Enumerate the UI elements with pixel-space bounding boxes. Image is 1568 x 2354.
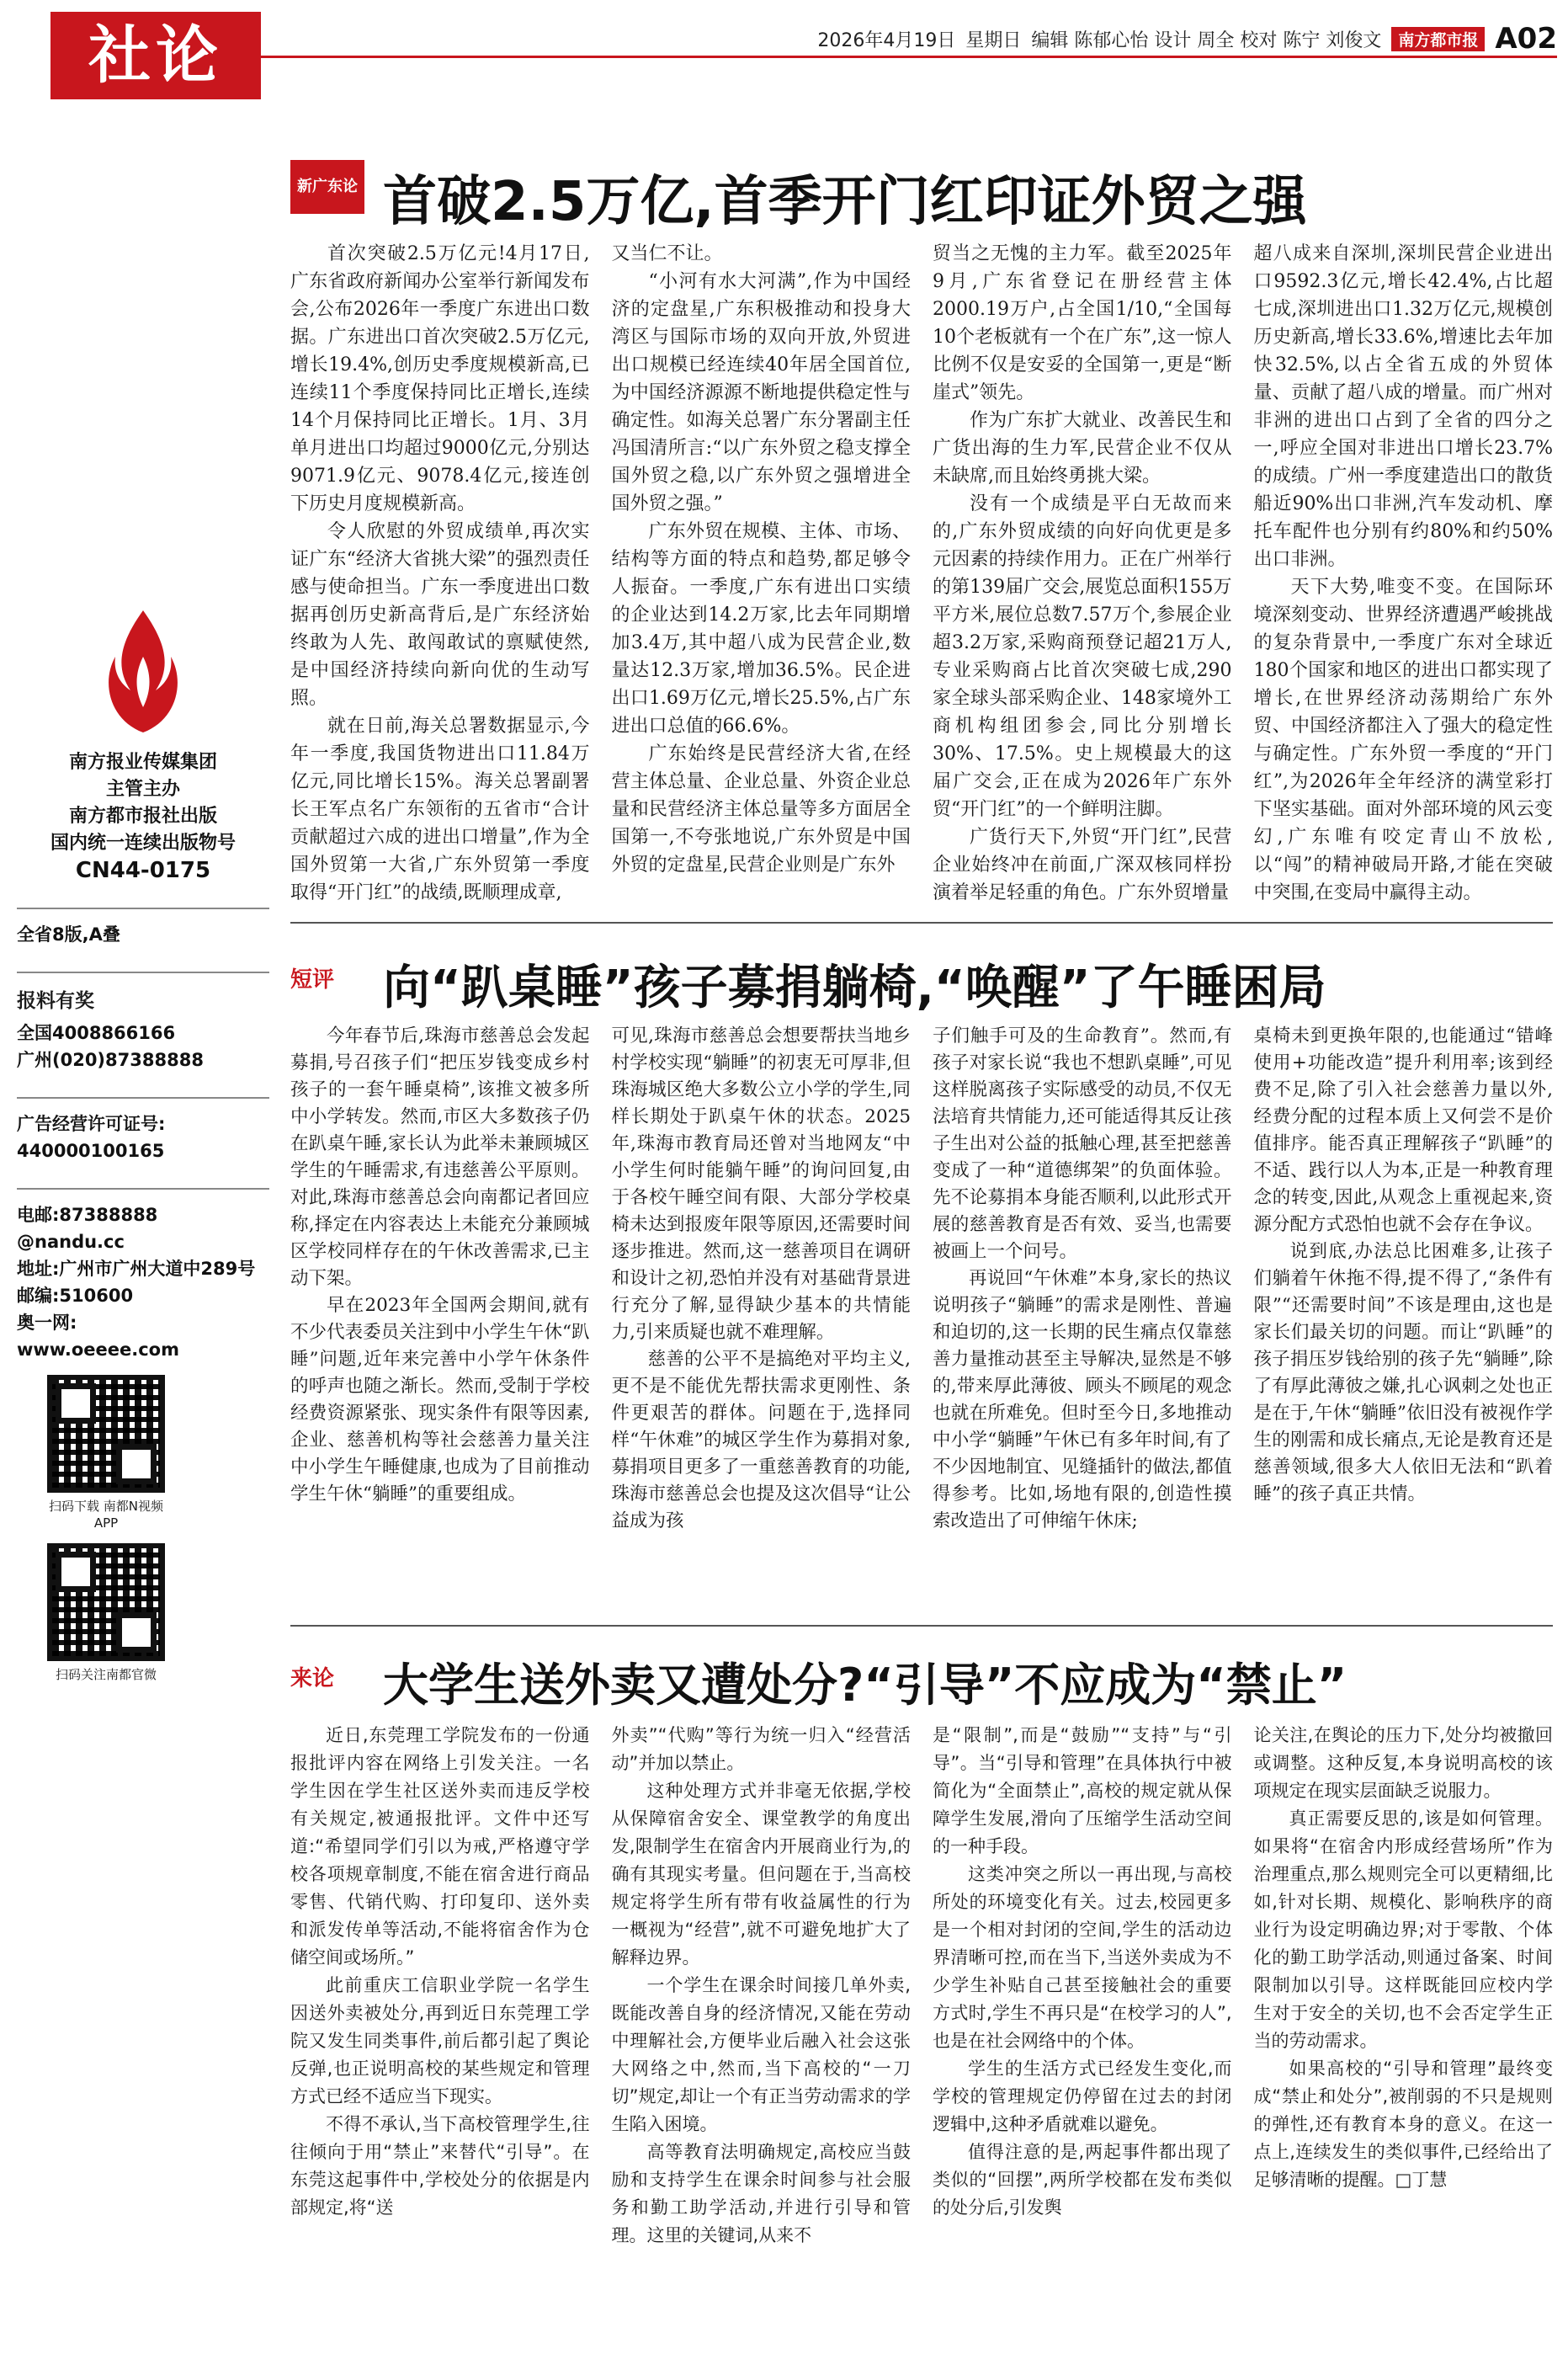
article-column — [612, 1722, 912, 2345]
article-paragraph: 又当仁不让。 — [611, 243, 723, 264]
article-column — [933, 1722, 1232, 2345]
qr-wechat-caption: 扫码关注南都官微 — [55, 1667, 157, 1682]
ad-license-label: 广告经营许可证号: — [17, 1114, 166, 1134]
edition-info: 全省8版,A叠 — [17, 924, 120, 945]
article-column — [1254, 240, 1554, 905]
contact-email: @nandu.cc — [17, 1232, 125, 1252]
flame-logo-icon — [97, 606, 189, 741]
article-column — [933, 240, 1232, 905]
newspaper-logo: 南方都市报 — [1391, 27, 1485, 51]
article-paragraph: “小河有水大河满”,作为中国经济的定盘星,广东积极推动和投身大湾区与国际市场的双向开放,外贸进出口规模已经连续40年居全国首位,为中国经济源源不断地提供稳定性与确定性。如海关总署广东分署副主任冯国清所言:“以广东外贸之稳支撑全国外贸之稳,以广东外贸之强增进全国外贸之强。” — [611, 271, 911, 514]
article-paragraph: 外卖”“代购”等行为统一归入“经营活动”并加以禁止。 — [611, 1725, 911, 1773]
sidebar — [17, 606, 269, 1683]
article-column — [290, 1023, 590, 1633]
qr-code-wechat — [47, 1543, 165, 1661]
publisher-name: 南方都市报社出版 — [68, 806, 217, 827]
article-badge: 新广东论见 — [290, 160, 364, 214]
contact-address: 地址:广州市广州大道中289号 — [17, 1259, 256, 1279]
report-national-phone: 全国4008866166 — [17, 1023, 176, 1043]
editorial-credits: 编辑 陈郁心怡 设计 周全 校对 陈宁 刘俊文 — [1031, 29, 1382, 51]
article-paragraph: 再说回“午休难”本身,家长的热议说明孩子“躺睡”的需求是刚性、普遍和迫切的,这一长期的民生痛点仅靠慈善力量推动甚至主导解决,显然是不够的,带来厚此薄彼、顾头不顾尾的观念也就在所难免。但时至今日,多地推动中小学“躺睡”午休已有多年时间,有了不少因地制宜、见缝插针的做法,都值得参考。比如,场地有限的,创造性摸索改造出了可伸缩午休床; — [933, 1268, 1232, 1531]
article-paragraph: 论关注,在舆论的压力下,处分均被撤回或调整。这种反复,本身说明高校的该项规定在现实层面缺乏说服力。 — [1253, 1725, 1553, 1801]
article-headline: 大学生送外卖又遭处分?“引导”不应成为“禁止” — [383, 1659, 1347, 1712]
article-paragraph: 慈善的公平不是搞绝对平均主义,更不是不能优先帮扶需求更刚性、条件更艰苦的群体。问题在于,选择同样“午休难”的城区学生作为募捐对象,募捐项目更多了一重慈善教育的功能,珠海市慈善总会也提及这次倡导“让公益成为孩 — [611, 1349, 911, 1531]
article-body — [290, 240, 1553, 905]
article-paragraph: 可见,珠海市慈善总会想要帮扶当地乡村学校实现“躺睡”的初衷无可厚非,但珠海城区绝大多数公立小学的学生,同样长期处于趴桌午休的状态。2025年,珠海市教育局还曾对当地网友“中小学生何时能躺午睡”的询问回复,由于各校午睡空间有限、大部分学校桌椅未达到报废年限等原因,还需要时间逐步推进。然而,这一慈善项目在调研和设计之初,恐怕并没有对基础背景进行充分了解,显得缺少基本的共情能力,引来质疑也就不难理解。 — [611, 1025, 911, 1343]
article-paragraph: 值得注意的是,两起事件都出现了类似的“回摆”,两所学校都在发布类似的处分后,引发舆 — [933, 2142, 1232, 2218]
article-paragraph: 是“限制”,而是“鼓励”“支持”与“引导”。当“引导和管理”在具体执行中被简化为“全面禁止”,高校的规定就从保障学生发展,滑向了压缩学生活动空间的一种手段。 — [933, 1725, 1232, 1856]
article-paragraph: 此前重庆工信职业学院一名学生因送外卖被处分,再到近日东莞理工学院又发生同类事件,前后都引起了舆论反弹,也正说明高校的某些规定和管理方式已经不适应当下现实。 — [290, 1975, 590, 2106]
article-column — [290, 1722, 590, 2345]
divider — [17, 972, 269, 973]
article-paragraph: 不得不承认,当下高校管理学生,往往倾向于用“禁止”来替代“引导”。在东莞这起事件中,学校处分的依据是内部规定,将“送 — [290, 2114, 590, 2218]
divider — [17, 1097, 269, 1099]
publisher-group: 南方报业传媒集团 — [68, 752, 217, 773]
masthead — [34, 12, 1557, 104]
cn-number: CN44-0175 — [75, 858, 211, 883]
article-column — [933, 1023, 1232, 1633]
article-column — [1254, 1023, 1554, 1633]
article-paragraph: 桌椅未到更换年限的,也能通过“错峰使用+功能改造”提升利用率;该到经费不足,除了引入社会慈善力量以外,经费分配的过程本质上又何尝不是价值排序。能否真正理解孩子“趴睡”的不适、践行以人为本,正是一种教育理念的转变,因此,从观念上重视起来,资源分配方式恐怕也就不会存在争议。 — [1253, 1025, 1553, 1235]
article-paragraph: 说到底,办法总比困难多,让孩子们躺着午休拖不得,提不得了,“条件有限”“还需要时间”不该是理由,这也是家长们最关切的问题。而让“趴睡”的孩子捐压岁钱给别的孩子先“躺睡”,除了有厚此薄彼之嫌,扎心讽刺之处也正是在于,午休“躺睡”依旧没有被视作学生的刚需和成长痛点,无论是教育还是慈善领域,很多大人依旧无法和“趴着睡”的孩子真正共情。 — [1253, 1241, 1553, 1505]
section-divider — [290, 1625, 1553, 1627]
issue-date: 2026年4月19日 — [817, 29, 956, 51]
article-paragraph: 广东外贸在规模、主体、市场、结构等方面的特点和趋势,都足够令人振奋。一季度,广东有进出口实绩的企业达到14.2万家,比去年同期增加3.4万,其中超八成为民营企业,数量达12.3万家,增加36.5%。民企进出口1.69万亿元,增长25.5%,占广东进出口总值的66.6%。 — [611, 521, 911, 737]
article-paragraph: 真正需要反思的,该是如何管理。如果将“在宿舍内形成经营场所”作为治理重点,那么规则完全可以更精细,比如,针对长期、规模化、影响秩序的商业行为设定明确边界;对于零散、个体化的勤工助学活动,则通过备案、时间限制加以引导。这样既能回应校内学生对于安全的关切,也不会否定学生正当的劳动需求。 — [1253, 1808, 1553, 2051]
article-paragraph: 这种处理方式并非毫无依据,学校从保障宿舍安全、课堂教学的角度出发,限制学生在宿舍内开展商业行为,的确有其现实考量。但问题在于,当高校规定将学生所有带有收益属性的行为一概视为“经营”,就不可避免地扩大了解释边界。 — [611, 1781, 911, 1968]
article-column — [290, 240, 590, 905]
section-title: 社论 — [50, 12, 261, 99]
header-rule — [244, 56, 1557, 58]
article-paragraph: 作为广东扩大就业、改善民生和广货出海的生力军,民营企业不仅从未缺席,而且始终勇挑大梁。 — [933, 410, 1232, 487]
publisher-sponsor: 主管主办 — [105, 779, 180, 800]
article-paragraph: 令人欣慰的外贸成绩单,再次实证广东“经济大省挑大梁”的强烈责任感与使命担当。广东一季度进出口数据再创历史新高背后,是广东经济始终敢为人先、敢闯敢试的禀赋使然,是中国经济持续向新向优的生动写照。 — [290, 521, 590, 709]
article-paragraph: 学生的生活方式已经发生变化,而学校的管理规定仍停留在过去的封闭逻辑中,这种矛盾就难以避免。 — [933, 2058, 1232, 2134]
article-body — [290, 1722, 1553, 2345]
qr-app-caption: 扫码下载 南都N视频APP — [49, 1499, 163, 1531]
section-divider — [290, 922, 1553, 924]
article-badge: 短评 — [290, 967, 335, 993]
website-url: www.oeeee.com — [17, 1339, 179, 1360]
article-paragraph: 一个学生在课余时间接几单外卖,既能改善自身的经济情况,又能在劳动中理解社会,方便毕业后融入社会这张大网络之中,然而,当下高校的“一刀切”规定,却让一个有正当劳动需求的学生陷入困境。 — [611, 1975, 911, 2134]
article-paragraph: 天下大势,唯变不变。在国际环境深刻变动、世界经济遭遇严峻挑战的复杂背景中,一季度广东对全球近180个国家和地区的进出口都实现了增长,在世界经济动荡期给广东外贸、中国经济都注入了强大的稳定性与确定性。广东外贸一季度的“开门红”,为2026年全年经济的满堂彩打下坚实基础。面对外部环境的风云变幻,广东唯有咬定青山不放松,以“闯”的精神破局开路,才能在突破中突围,在变局中赢得主动。 — [1253, 577, 1553, 903]
qr-code-app — [47, 1375, 165, 1493]
serial-label: 国内统一连续出版物号 — [50, 833, 236, 854]
divider — [17, 908, 269, 909]
article-paragraph: 高等教育法明确规定,高校应当鼓励和支持学生在课余时间参与社会服务和勤工助学活动,并进行引导和管理。这里的关键词,从来不 — [611, 2142, 911, 2245]
article-paragraph: 这类冲突之所以一再出现,与高校所处的环境变化有关。过去,校园更多是一个相对封闭的空间,学生的活动边界清晰可控,而在当下,当送外卖成为不少学生补贴自己甚至接触社会的重要方式时,学生不再只是“在校学习的人”,也是在社会网络中的个体。 — [933, 1864, 1232, 2051]
article-paragraph: 广货行天下,外贸“开门红”,民营企业始终冲在前面,广深双核同样扮演着举足轻重的角色。广东外贸增量 — [933, 827, 1232, 903]
article-paragraph: 就在日前,海关总署数据显示,今年一季度,我国货物进出口11.84万亿元,同比增长15%。海关总署副署长王军点名广东领衔的五省市“合计贡献超过六成的进出口增量”,作为全国外贸第一大省,广东外贸第一季度取得“开门红”的战绩,既顺理成章, — [290, 716, 590, 903]
divider — [17, 1188, 269, 1190]
contact-phone: 电邮:87388888 — [17, 1205, 158, 1225]
article-body — [290, 1023, 1553, 1633]
article-badge: 来论 — [290, 1666, 335, 1691]
issue-weekday: 星期日 — [965, 29, 1022, 51]
page-number: A02 — [1495, 22, 1557, 56]
article-paragraph: 如果高校的“引导和管理”最终变成“禁止和处分”,被削弱的不只是规则的弹性,还有教育本身的意义。在这一点上,连续发生的类似事件,已经给出了足够清晰的提醒。□丁慧 — [1253, 2058, 1553, 2190]
website-label: 奥一网: — [17, 1313, 77, 1333]
article-paragraph: 超八成来自深圳,深圳民营企业进出口9592.3亿元,增长42.4%,占比超七成,深圳进出口1.32万亿元,规模创历史新高,增长33.6%,增速比去年加快32.5%,以占全省五成的外贸体量、贡献了超八成的增量。而广州对非洲的进出口占到了全省的四分之一,呼应全国对非进出口增长23.7%的成绩。广州一季度建造出口的散货船近90%出口非洲,汽车发动机、摩托车配件也分别有约80%和约50%出口非洲。 — [1253, 243, 1553, 570]
ad-license-number: 440000100165 — [17, 1141, 165, 1161]
header-meta — [817, 22, 1557, 56]
report-gz-phone: 广州(020)87388888 — [17, 1050, 204, 1070]
article-paragraph: 近日,东莞理工学院发布的一份通报批评内容在网络上引发关注。一名学生因在学生社区送外卖而违反学校有关规定,被通报批评。文件中还写道:“希望同学们引以为戒,严格遵守学校各项规章制度,不能在宿舍进行商品零售、代销代购、打印复印、送外卖和派发传单等活动,不能将宿舍作为仓储空间或场所。” — [290, 1725, 590, 1968]
publisher-info — [17, 749, 269, 884]
article-paragraph: 今年春节后,珠海市慈善总会发起募捐,号召孩子们“把压岁钱变成乡村孩子的一套午睡桌椅”,该推文被多所中小学转发。然而,市区大多数孩子仍在趴桌午睡,家长认为此举未兼顾城区学生的午睡需求,有违慈善公平原则。对此,珠海市慈善总会向南都记者回应称,择定在内容表达上未能充分兼顾城区学校同样存在的午休改善需求,已主动下架。 — [290, 1025, 590, 1289]
contact-postcode: 邮编:510600 — [17, 1286, 134, 1306]
article-paragraph: 首次突破2.5万亿元!4月17日,广东省政府新闻办公室举行新闻发布会,公布2026年一季度广东进出口数据。广东进出口首次突破2.5万亿元,增长19.4%,创历史季度规模新高,已连续11个季度保持同比正增长,连续14个月保持同比正增长。1月、3月单月进出口均超过9000亿元,分别达9071.9亿元、9078.4亿元,接连创下历史月度规模新高。 — [290, 243, 590, 514]
article-column — [1254, 1722, 1554, 2345]
article-paragraph: 早在2023年全国两会期间,就有不少代表委员关注到中小学生午休“趴睡”问题,近年来完善中小学午休条件的呼声也随之渐长。然而,受制于学校经费资源紧张、现实条件有限等因素,企业、慈善机构等社会慈善力量关注中小学生午睡健康,也成为了目前推动学生午休“躺睡”的重要组成。 — [290, 1295, 590, 1505]
article-paragraph: 广东始终是民营经济大省,在经营主体总量、企业总量、外资企业总量和民营经济主体总量等多方面居全国第一,不夸张地说,广东外贸是中国外贸的定盘星,民营企业则是广东外 — [611, 743, 911, 876]
article-paragraph: 子们触手可及的生命教育”。然而,有孩子对家长说“我也不想趴桌睡”,可见这样脱离孩子实际感受的动员,不仅无法培育共情能力,还可能适得其反让孩子生出对公益的抵触心理,甚至把慈善变成了一种“道德绑架”的负面体验。先不论募捐本身能否顺利,以此形式开展的慈善教育是否有效、妥当,也需要被画上一个问号。 — [933, 1025, 1232, 1262]
article-headline: 首破2.5万亿,首季开门红印证外贸之强 — [383, 171, 1307, 233]
article-column — [612, 1023, 912, 1633]
article-headline: 向“趴桌睡”孩子募捐躺椅,“唤醒”了午睡困局 — [383, 961, 1326, 1015]
article-paragraph: 贸当之无愧的主力军。截至2025年9月,广东省登记在册经营主体2000.19万户,占全国1/10,“全国每10个老板就有一个在广东”,这一惊人比例不仅是安妥的全国第一,更是“断崖式”领先。 — [933, 243, 1232, 403]
article-column — [612, 240, 912, 905]
report-title: 报料有奖 — [17, 990, 94, 1012]
article-paragraph: 没有一个成绩是平白无故而来的,广东外贸成绩的向好向优更是多元因素的持续作用力。正在广州举行的第139届广交会,展览总面积155万平方米,展位总数7.57万个,参展企业超3.2万家,采购商预登记超21万人,专业采购商占比首次突破七成,290家全球头部采购企业、148家境外工商机构组团参会,同比分别增长30%、17.5%。史上规模最大的这届广交会,正在成为2026年广东外贸“开门红”的一个鲜明注脚。 — [933, 493, 1232, 820]
